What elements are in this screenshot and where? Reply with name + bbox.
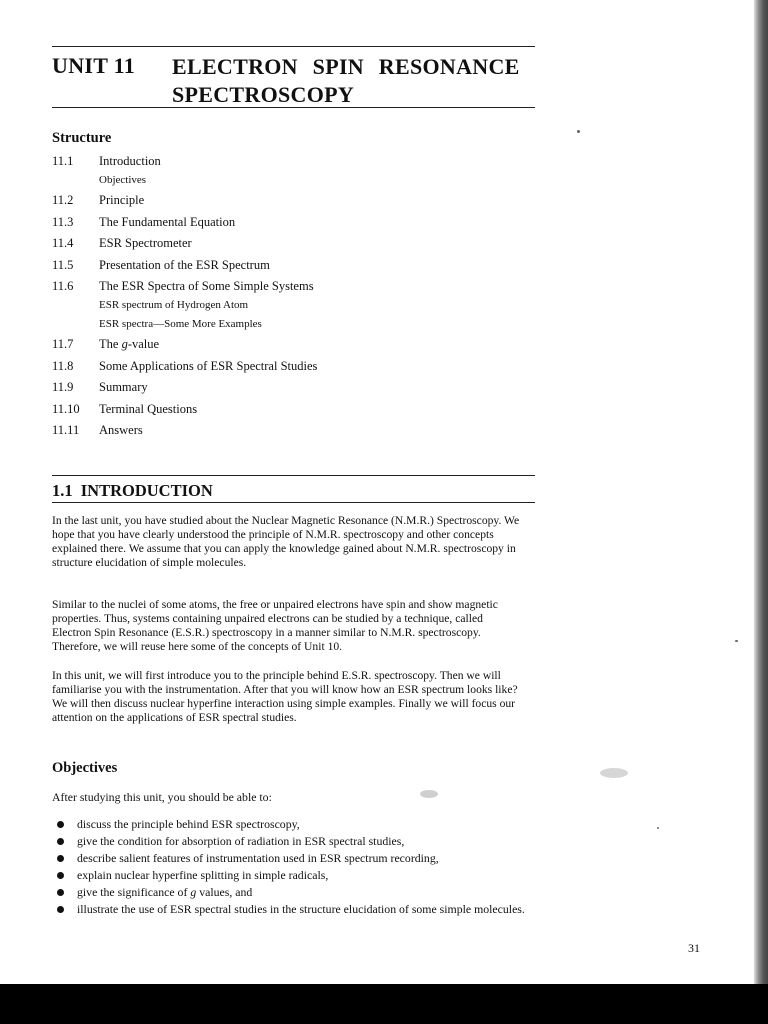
toc-number: 11.10 (52, 401, 80, 416)
toc-item (52, 215, 532, 237)
toc-title: The Fundamental Equation (99, 214, 236, 229)
toc-item (52, 337, 532, 359)
list-item: explain nuclear hyperfine splitting in simple radicals, (52, 869, 542, 883)
toc-number: 11.9 (52, 380, 74, 394)
toc-subitems (99, 172, 532, 191)
paragraph: In the last unit, you have studied about the Nuclear Magnetic Resonance (N.M.R.) Spectroscopy. We hope that you have clearly understood the principle of N.M.R. spectroscopy and other concepts explained there. We assume that you can apply the knowledge gained about N.M.R. spectroscopy in structure elucidation of simple molecules. (52, 514, 520, 569)
objectives-list (52, 818, 542, 921)
list-item: give the condition for absorption of radiation in ESR spectral studies, (52, 835, 542, 849)
top-rule (52, 46, 535, 47)
toc-number: 11.8 (52, 358, 74, 373)
structure-heading: Structure (52, 130, 112, 146)
toc-item (52, 154, 532, 191)
bullet-icon (57, 889, 64, 896)
page-number: 31 (688, 941, 700, 955)
toc-title: Terminal Questions (99, 401, 198, 416)
toc-title: Some Applications of ESR Spectral Studies (99, 358, 318, 373)
toc-title: Presentation of the ESR Spectrum (99, 257, 270, 272)
toc-item (52, 380, 532, 402)
toc-number: 11.11 (52, 423, 80, 437)
scan-speck (657, 827, 659, 829)
toc-number: 11.6 (52, 279, 74, 293)
bullet-icon (57, 838, 64, 845)
toc-item (52, 258, 532, 280)
list-item: describe salient features of instrumentation used in ESR spectrum recording, (52, 852, 542, 866)
objectives-heading: Objectives (52, 760, 118, 776)
scan-bottom-border (0, 984, 768, 1024)
list-item: discuss the principle behind ESR spectroscopy, (52, 818, 542, 832)
section-rule-top (52, 475, 535, 476)
bullet-icon (57, 821, 64, 828)
toc-item (52, 423, 532, 445)
toc-number: 11.3 (52, 214, 74, 229)
toc-title: The g-value (99, 337, 160, 351)
bullet-icon (57, 872, 64, 879)
toc-item (52, 279, 532, 335)
table-of-contents (52, 154, 532, 445)
toc-subitem: ESR spectra—Some More Examples (99, 318, 262, 330)
toc-title: Answers (99, 423, 143, 437)
scan-speck (577, 130, 580, 133)
section-heading: 1.1 INTRODUCTION (52, 481, 213, 500)
list-item: give the significance of g values, and (52, 886, 542, 900)
unit-number: UNIT 11 (52, 53, 135, 78)
scan-speck (735, 640, 738, 642)
toc-item (52, 193, 532, 215)
bullet-icon (57, 855, 64, 862)
toc-item (52, 359, 532, 381)
toc-title: Principle (99, 193, 145, 207)
toc-title: The ESR Spectra of Some Simple Systems (99, 279, 314, 293)
list-item: illustrate the use of ESR spectral studies in the structure elucidation of some simple molecules. (52, 903, 542, 917)
toc-title: Summary (99, 380, 148, 394)
toc-number: 11.1 (52, 154, 74, 168)
toc-subitems (99, 297, 532, 335)
toc-item (52, 236, 532, 258)
section-rule-bottom (52, 502, 535, 503)
unit-title: ELECTRON SPIN RESONANCE SPECTROSCOPY (172, 54, 520, 107)
bullet-icon (57, 906, 64, 913)
paragraph: In this unit, we will first introduce you to the principle behind E.S.R. spectroscopy. Then we will familiarise you with the instrumentation. After that you will know how an ESR spectrum looks like? We will then discuss nuclear hyperfine interaction using simple examples. Finally we will focus our attention on the applications of ESR spectral studies. (52, 669, 518, 724)
objectives-intro: After studying this unit, you should be able to: (52, 790, 272, 804)
toc-subitem: ESR spectrum of Hydrogen Atom (99, 299, 249, 311)
toc-number: 11.2 (52, 193, 74, 207)
toc-number: 11.5 (52, 257, 74, 272)
toc-number: 11.7 (52, 337, 74, 351)
paragraph: Similar to the nuclei of some atoms, the free or unpaired electrons have spin and show magnetic properties. Thus, systems containing unpaired electrons can be studied by a technique, called Electron Spin Resonance (E.S.R.) spectroscopy in a manner similar to N.M.R. spectroscopy. Therefore, we will reuse here some of the concepts of Unit 10. (52, 598, 498, 653)
toc-subitem: Objectives (99, 174, 147, 186)
toc-title: ESR Spectrometer (99, 236, 192, 250)
scan-edge-shadow (754, 0, 768, 985)
toc-number: 11.4 (52, 236, 74, 250)
toc-title: Introduction (99, 154, 161, 168)
title-underline (52, 107, 535, 108)
toc-item (52, 402, 532, 424)
scan-speck (600, 768, 628, 778)
scan-speck (420, 790, 438, 798)
